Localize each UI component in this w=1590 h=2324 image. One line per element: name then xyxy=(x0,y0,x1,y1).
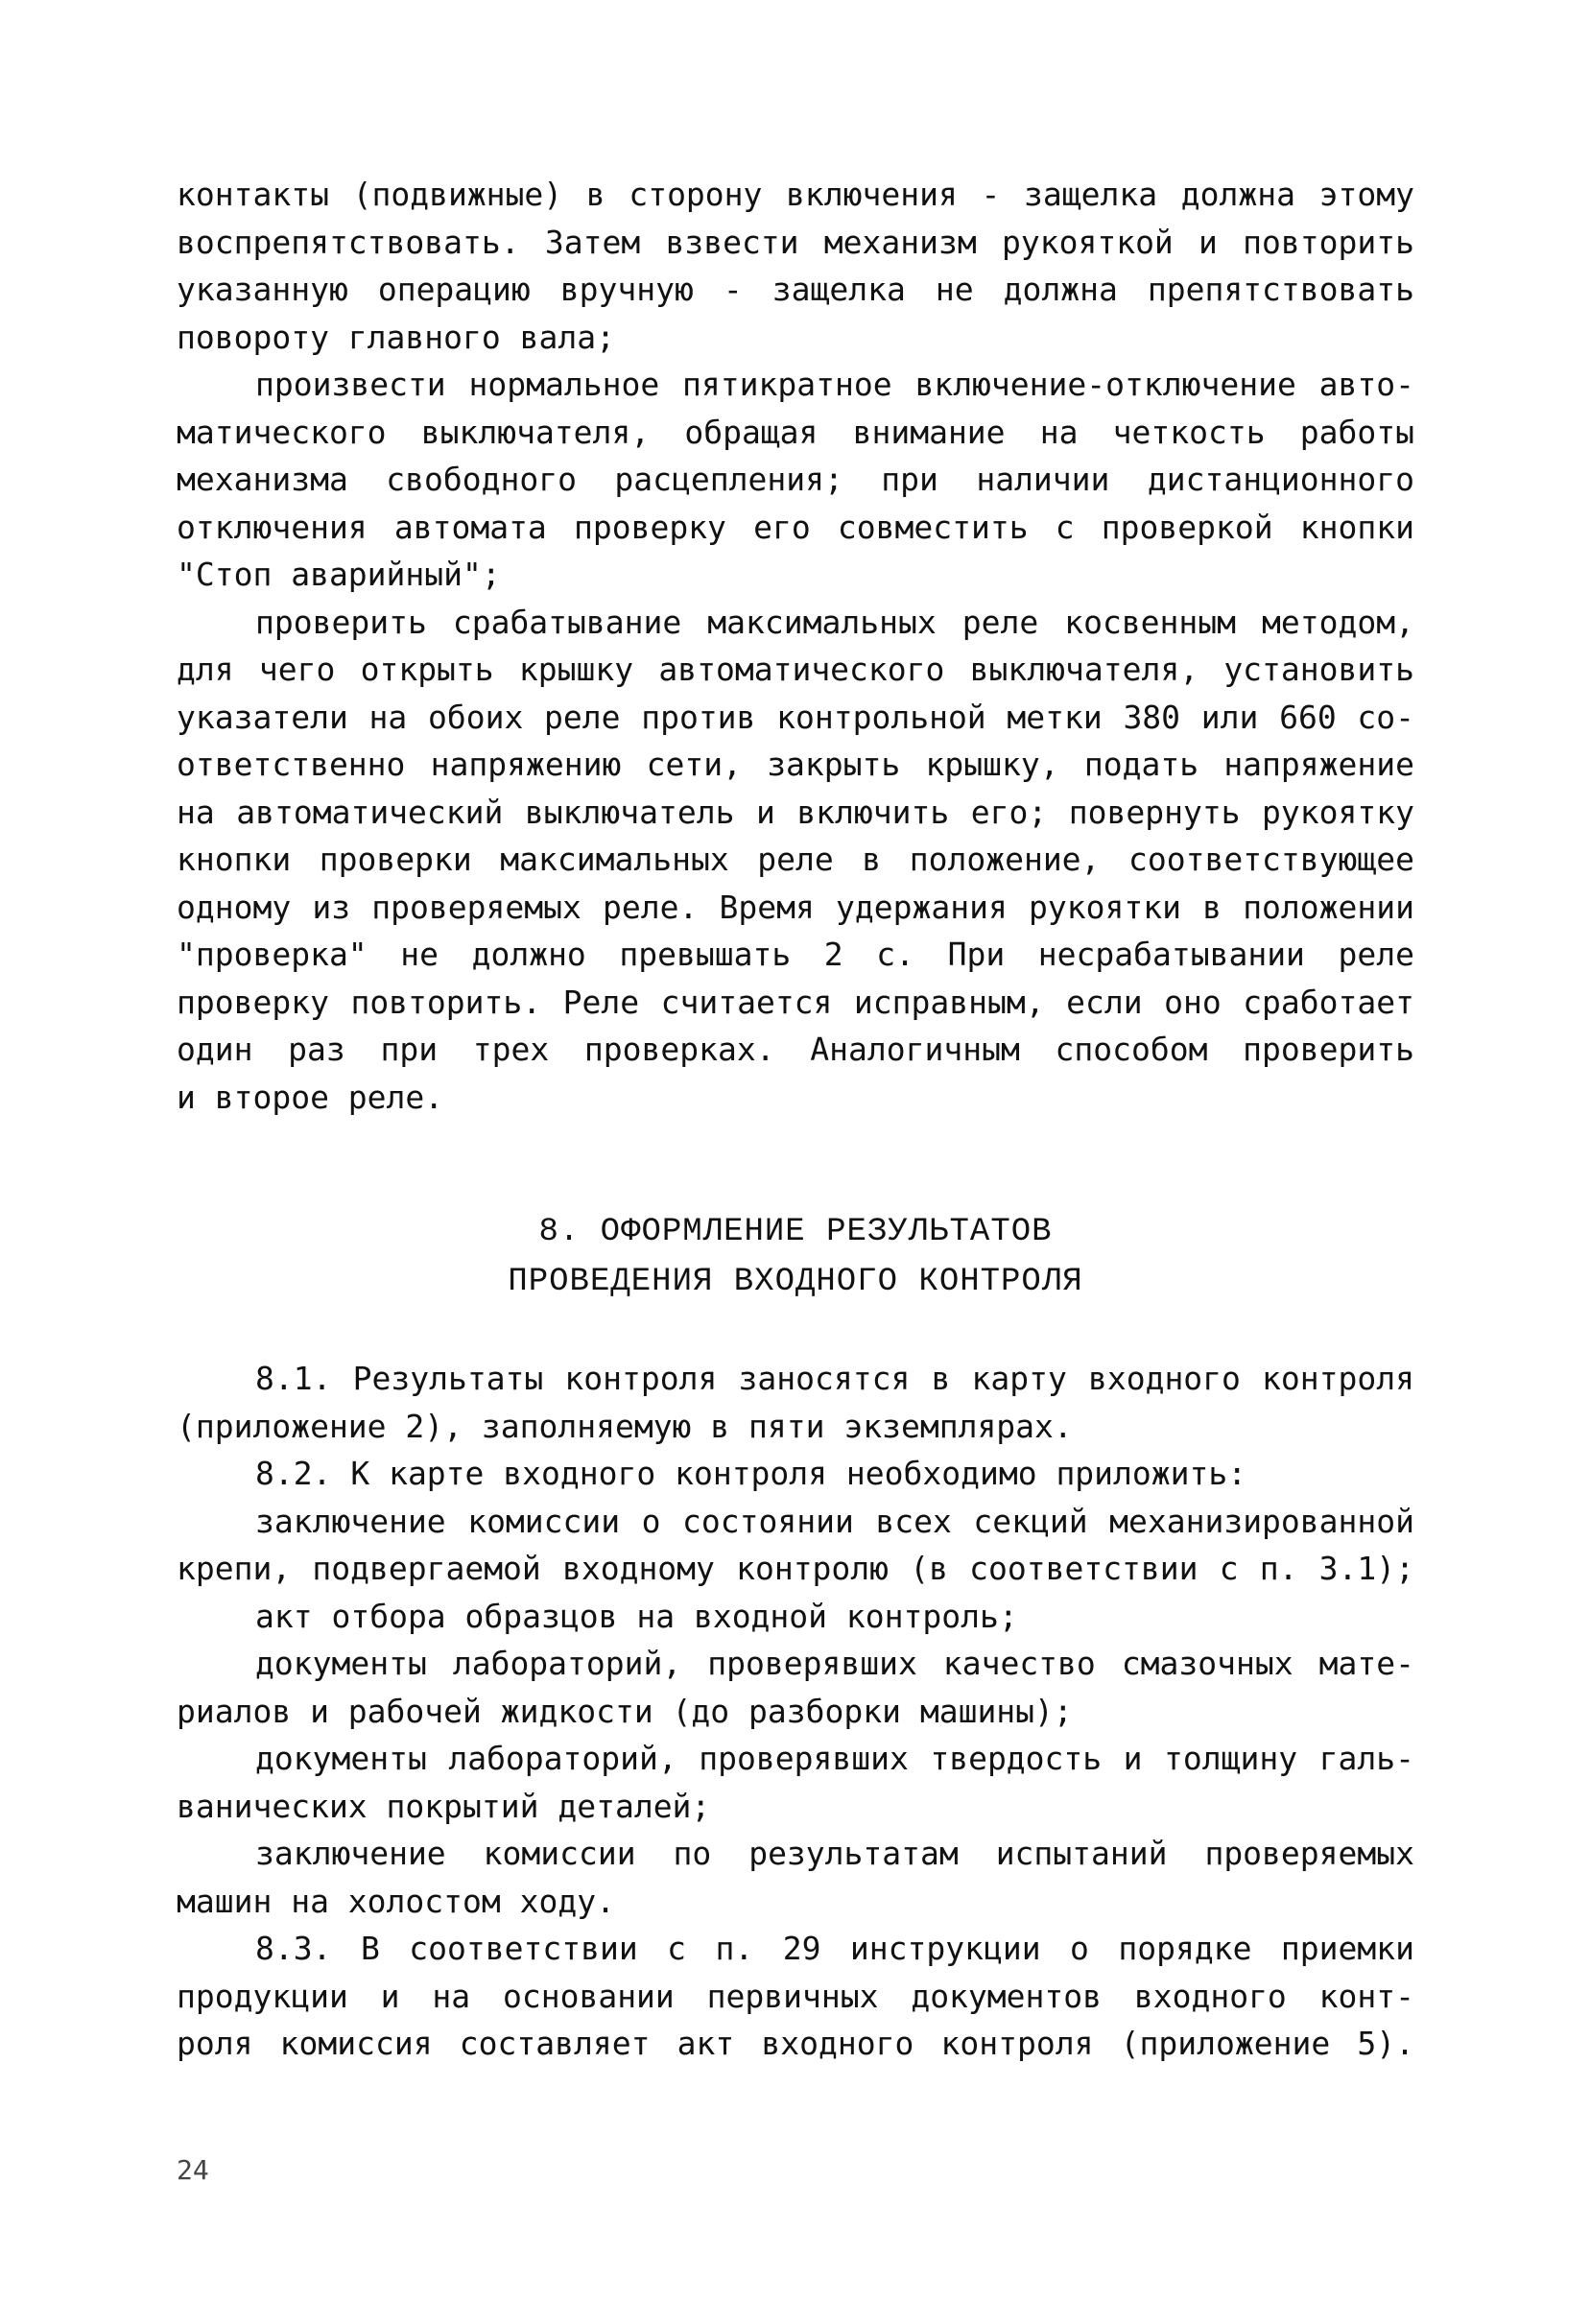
section-8-body xyxy=(177,1355,1414,2068)
text-line: документы лабораторий, проверявших твердость и толщину галь- xyxy=(255,1740,1414,1777)
heading-line: ПРОВЕДЕНИЯ ВХОДНОГО КОНТРОЛЯ xyxy=(508,1264,1083,1300)
text-line: "Стоп аварийный"; xyxy=(177,556,501,593)
text-line: 8.1. Результаты контроля заносятся в карту входного контроля xyxy=(255,1360,1414,1397)
heading-line: 8. ОФОРМЛЕНИЕ РЕЗУЛЬТАТОВ xyxy=(538,1214,1053,1250)
text-line: продукции и на основании первичных документов входного конт- xyxy=(177,1977,1414,2015)
text-line: машин на холостом ходу. xyxy=(177,1882,615,1920)
text-line: воспрепятствовать. Затем взвести механизм рукояткой и повторить xyxy=(177,223,1414,261)
text-line: проверку повторить. Реле считается исправным, если оно сработает xyxy=(177,983,1414,1021)
section-8-heading xyxy=(177,1207,1414,1307)
text-line: 8.2. К карте входного контроля необходимо приложить: xyxy=(255,1455,1247,1492)
text-line: (приложение 2), заполняемую в пяти экземплярах. xyxy=(177,1407,1073,1445)
text-line: отключения автомата проверку его совместить с проверкой кнопки xyxy=(177,508,1414,546)
text-line: указанную операцию вручную - защелка не должна препятствовать xyxy=(177,271,1414,308)
text-line: произвести нормальное пятикратное включение-отключение авто- xyxy=(255,366,1414,403)
section-7-continuation xyxy=(177,171,1414,1121)
text-line: матического выключателя, обращая внимание на четкость работы xyxy=(177,413,1414,451)
text-line: документы лабораторий, проверявших качество смазочных мате- xyxy=(255,1645,1414,1682)
text-line: проверить срабатывание максимальных реле косвенным методом, xyxy=(255,603,1414,641)
text-line: повороту главного вала; xyxy=(177,318,615,356)
text-line: роля комиссия составляет акт входного контроля (приложение 5). xyxy=(177,2025,1414,2062)
text-line: ответственно напряжению сети, закрыть крышку, подать напряжение xyxy=(177,746,1414,783)
text-line: указатели на обоих реле против контрольной метки 380 или 660 со- xyxy=(177,698,1414,736)
text-line: крепи, подвергаемой входному контролю (в соответствии с п. 3.1); xyxy=(177,1550,1414,1587)
text-line: заключение комиссии по результатам испытаний проверяемых xyxy=(255,1835,1414,1872)
text-line: один раз при трех проверках. Аналогичным способом проверить xyxy=(177,1031,1414,1068)
text-line: одному из проверяемых реле. Время удержания рукоятки в положении xyxy=(177,888,1414,926)
text-line: "проверка" не должно превышать 2 с. При несрабатывании реле xyxy=(177,936,1414,973)
text-line: заключение комиссии о состоянии всех секций механизированной xyxy=(255,1502,1414,1540)
text-line: ванических покрытий деталей; xyxy=(177,1787,711,1825)
page-number: 24 xyxy=(177,2154,209,2186)
text-line: и второе реле. xyxy=(177,1078,444,1116)
text-line: на автоматический выключатель и включить его; повернуть рукоятку xyxy=(177,793,1414,831)
text-line: 8.3. В соответствии с п. 29 инструкции о порядке приемки xyxy=(255,1930,1414,1967)
text-line: акт отбора образцов на входной контроль; xyxy=(255,1597,1018,1635)
text-line: риалов и рабочей жидкости (до разборки машины); xyxy=(177,1692,1073,1730)
text-line: для чего открыть крышку автоматического выключателя, установить xyxy=(177,651,1414,688)
text-line: механизма свободного расцепления; при наличии дистанционного xyxy=(177,461,1414,498)
text-line: контакты (подвижные) в сторону включения - защелка должна этому xyxy=(177,176,1414,213)
text-line: кнопки проверки максимальных реле в положение, соответствующее xyxy=(177,841,1414,878)
